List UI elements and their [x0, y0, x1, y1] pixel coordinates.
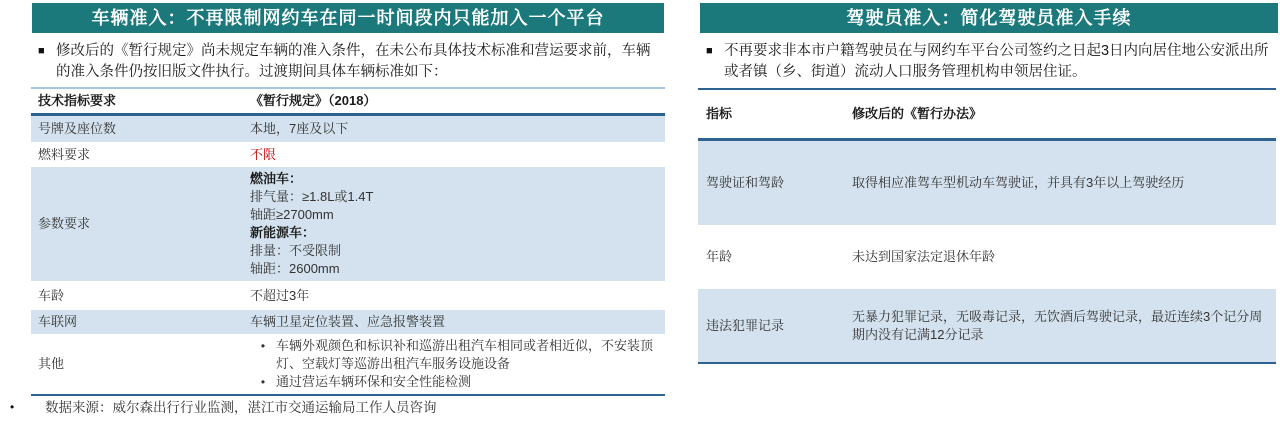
driver-intro-text: 不再要求非本市户籍驾驶员在与网约车平台公司签约之日起3日内向居住地公安派出所或者镇（乡、街道）流动人口服务管理机构申领居住证。: [724, 43, 1269, 80]
fuel-car-heading: 燃油车：: [250, 171, 303, 186]
row-label: 号牌及座位数: [38, 121, 117, 136]
square-bullet-icon: ■: [706, 45, 713, 57]
row-label: 燃料要求: [38, 146, 91, 162]
row-label: 违法犯罪记录: [706, 317, 785, 333]
row-value: 不超过3年: [250, 287, 310, 303]
table-row: [31, 167, 665, 281]
driver-table-header-row: [698, 90, 1276, 141]
row-label: 车龄: [38, 287, 65, 303]
row-label: 其他: [38, 356, 65, 371]
ev-wheelbase-line: 轴距：2600mm: [250, 261, 340, 276]
row-value: 取得相应准驾车型机动车驾驶证，并具有3年以上驾驶经历: [852, 175, 1185, 190]
other-bullet-2: [250, 373, 657, 391]
table-row: [698, 289, 1276, 362]
row-value: 车辆卫星定位装置、应急报警装置: [250, 314, 446, 329]
table-row: [31, 310, 665, 334]
row-label: 车联网: [38, 314, 78, 329]
vehicle-intro: [38, 41, 662, 83]
table-row: [698, 141, 1276, 225]
data-source-text: 数据来源：威尔森出行行业监测，湛江市交通运输局工作人员咨询: [45, 400, 437, 415]
driver-table: [698, 88, 1276, 364]
driver-intro: [706, 41, 1278, 83]
table-row: [31, 116, 665, 142]
table-row: [31, 334, 665, 394]
vehicle-col-header-regulation: 《暂行规定》（2018）: [250, 93, 377, 108]
driver-panel-title: 驾驶员准入：简化驾驶员准入手续: [700, 3, 1278, 33]
row-label: 驾驶证和驾龄: [706, 175, 785, 190]
dot-bullet-icon: •: [260, 375, 266, 389]
driver-col-header-measure: 修改后的《暂行办法》: [852, 106, 983, 121]
row-value: 本地，7座及以下: [250, 121, 349, 136]
row-value: 无暴力犯罪记录，无吸毒记录，无饮酒后驾驶记录，最近连续3个记分周期内没有记满12分记录: [852, 308, 1263, 342]
vehicle-table-header-row: [31, 89, 665, 116]
row-value: [250, 334, 665, 394]
other-bullet-2-text: 通过营运车辆环保和安全性能检测: [276, 374, 472, 389]
table-row: [31, 142, 665, 167]
row-label: 参数要求: [38, 216, 91, 231]
table-row: [31, 281, 665, 310]
row-value-highlight: 不限: [250, 146, 277, 162]
row-label: 年龄: [706, 249, 733, 264]
dot-bullet-icon: •: [260, 339, 266, 353]
square-bullet-icon: ■: [38, 45, 45, 57]
row-value: [250, 167, 665, 281]
vehicle-intro-text: 修改后的《暂行规定》尚未规定车辆的准入条件，在未公布具体技术标准和营运要求前，车辆的准入条件仍按旧版文件执行。过渡期间具体车辆标准如下：: [56, 43, 651, 80]
new-energy-heading: 新能源车：: [250, 225, 316, 240]
driver-col-header-indicator: 指标: [706, 106, 733, 121]
vehicle-table: [31, 87, 665, 396]
other-bullet-1-text: 车辆外观颜色和标识补和巡游出租汽车相同或者相近似，不安装顶灯、空载灯等巡游出租汽车服务设施设备: [276, 338, 654, 371]
data-source-note: [10, 398, 437, 417]
row-value: 未达到国家法定退休年龄: [852, 249, 996, 264]
wheelbase-line: 轴距≥2700mm: [250, 207, 334, 222]
vehicle-col-header-indicator: 技术指标要求: [38, 93, 117, 108]
other-bullet-1: [250, 337, 657, 373]
ev-displacement-line: 排量：不受限制: [250, 243, 342, 258]
displacement-line: 排气量：≥1.8L或1.4T: [250, 189, 374, 204]
table-row: [698, 225, 1276, 289]
vehicle-panel-title: 车辆准入：不再限制网约车在同一时间段内只能加入一个平台: [32, 3, 664, 33]
dot-bullet-icon: •: [10, 400, 15, 414]
